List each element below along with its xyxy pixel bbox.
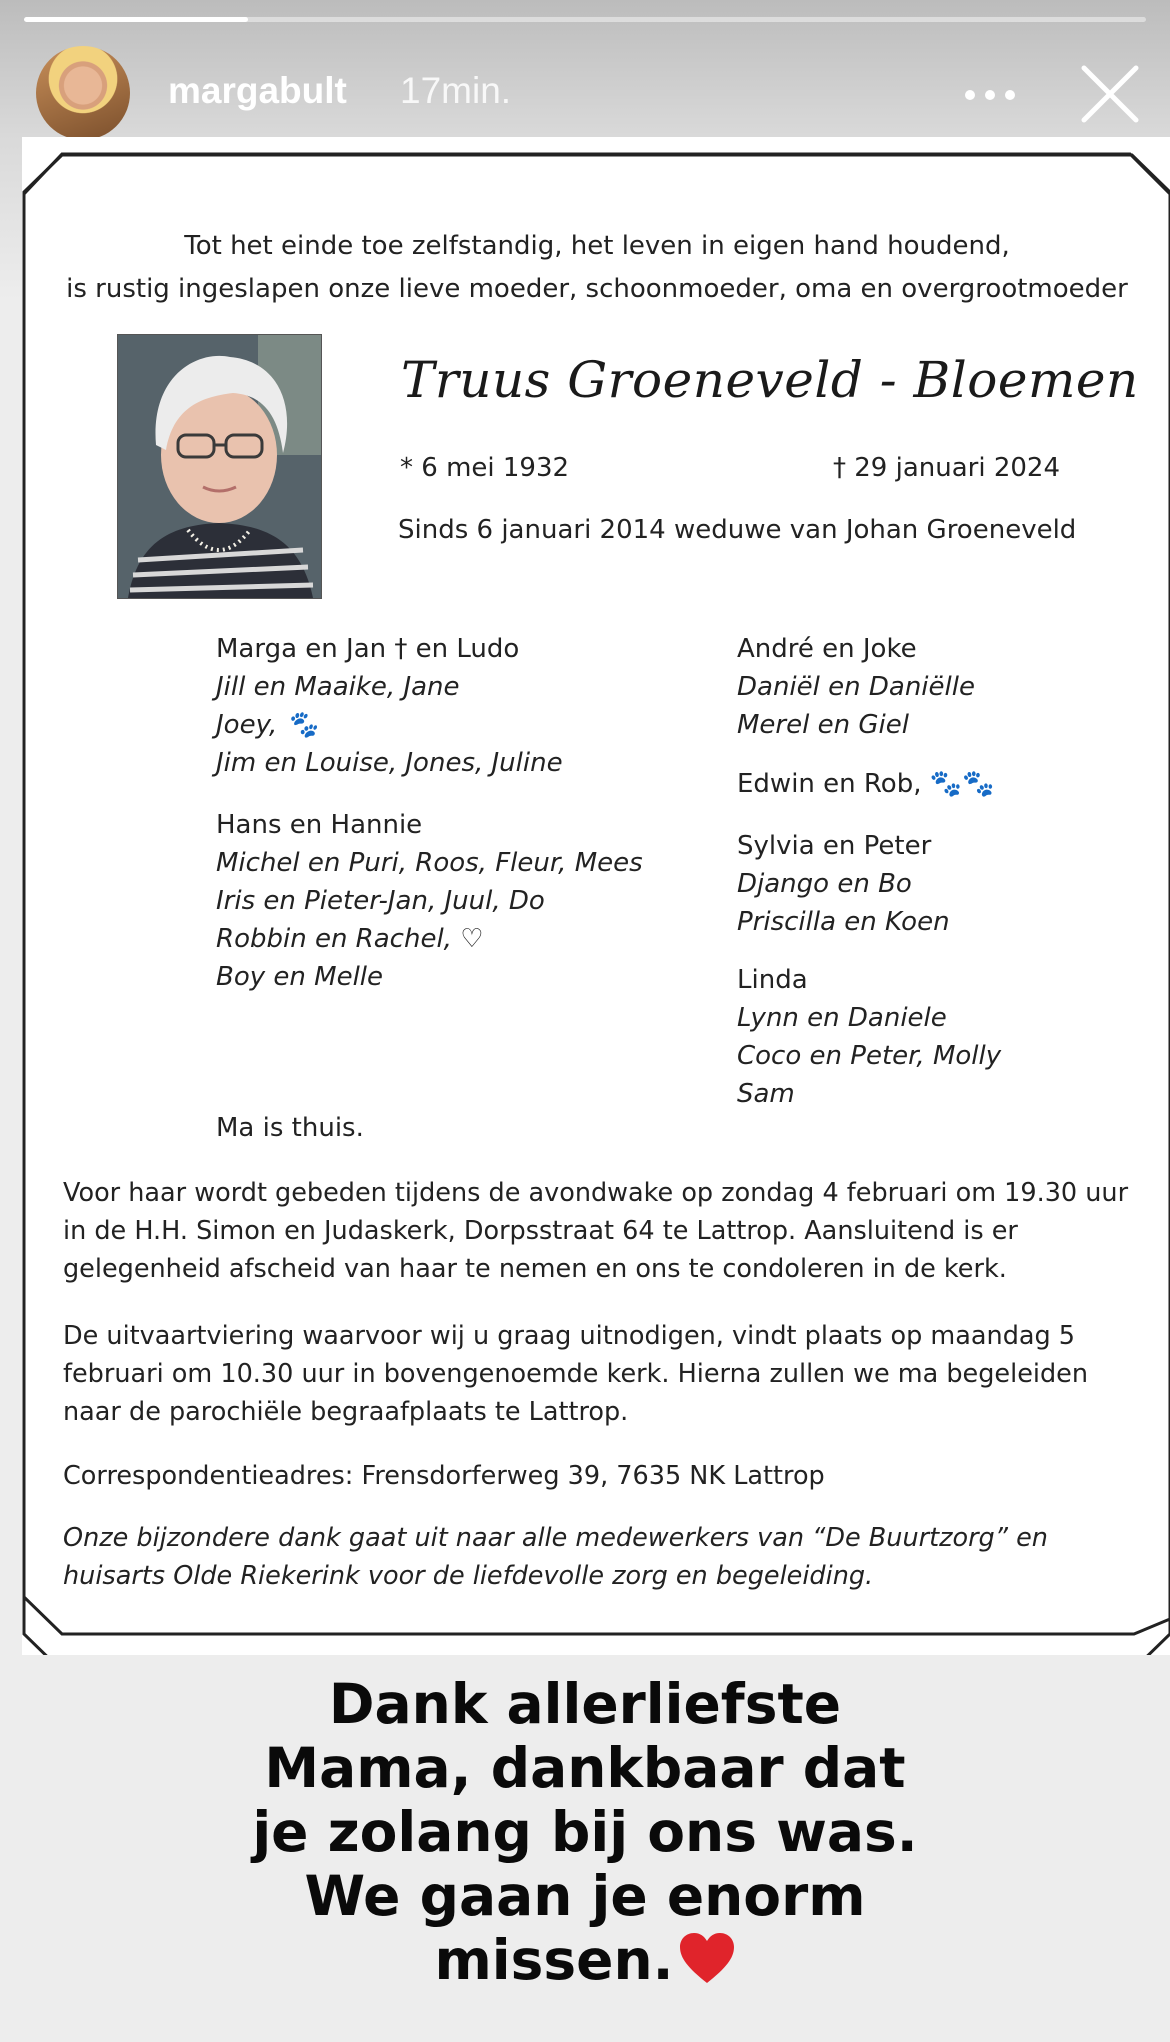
correspondence-address: Correspondentieadres: Frensdorferweg 39, 7635 NK Lattrop [63,1461,825,1491]
caption-line: We gaan je enorm [304,1864,866,1928]
intro-line-2: is rustig ingeslapen onze lieve moeder, schoonmoeder, oma en overgrootmoeder [66,274,1128,304]
story-progress-fill [24,17,248,22]
story-caption [0,1672,1170,1992]
family-group [737,630,975,744]
caption-last-line [0,1928,1170,1992]
family-group [737,765,995,803]
more-button[interactable] [958,76,1022,114]
portrait-photo [117,334,322,599]
caption-line: Dank allerliefste [328,1672,842,1736]
family-group [216,630,563,782]
home-note: Ma is thuis. [216,1113,364,1143]
more-dots-icon [958,76,1022,114]
family-lead: Hans en Hannie [216,810,423,840]
family-line: Jim en Louise, Jones, Juline [216,748,563,778]
family-line: Michel en Puri, Roos, Fleur, Mees [216,848,643,878]
vigil-paragraph: Voor haar wordt gebeden tijdens de avondwake op zondag 4 februari om 19.30 uur in de H.H. Simon en Judaskerk, Dorpsstraat 64 te Lattrop. Aansluitend is er gelegenheid afscheid van haar te nemen en ons te condoleren in de kerk. [63,1178,1129,1284]
family-line: Robbin en Rachel, ♡ [216,924,484,954]
family-lead: André en Joke [737,634,917,664]
deceased-name: Truus Groeneveld - Bloemen [401,351,1139,409]
avatar[interactable] [36,46,130,140]
family-group [216,806,643,996]
family-group [737,827,950,941]
family-line: Sam [737,1079,795,1109]
family-lead: Marga en Jan † en Ludo [216,634,520,664]
caption-line: missen. [434,1928,674,1992]
thanks-note: Onze bijzondere dank gaat uit naar alle medewerkers van “De Buurtzorg” en huisarts Olde Riekerink voor de liefdevolle zorg en begeleiding. [63,1523,1048,1591]
family-line: Jill en Maaike, Jane [216,672,460,702]
death-date: † 29 januari 2024 [833,453,1061,483]
family-line: Boy en Melle [216,962,384,992]
family-lead: Sylvia en Peter [737,831,932,861]
story-time: 17min. [400,70,512,111]
family-line: Daniël en Daniëlle [737,672,975,702]
intro-line-1: Tot het einde toe zelfstandig, het leven in eigen hand houdend, [184,231,1010,261]
family-line: Django en Bo [737,869,912,899]
family-line: Priscilla en Koen [737,907,950,937]
family-group [737,961,1001,1113]
family-line: Joey, 🐾 [216,710,318,740]
heart-icon [678,1931,736,1985]
birth-date: * 6 mei 1932 [400,453,570,483]
close-button[interactable] [1078,62,1142,126]
username[interactable]: margabult [168,70,347,111]
widow-note: Sinds 6 januari 2014 weduwe van Johan Groeneveld [398,515,1077,545]
story-progress-bar [24,17,1146,22]
family-lead: Linda [737,965,808,995]
caption-line: Mama, dankbaar dat [264,1736,906,1800]
funeral-paragraph: De uitvaartviering waarvoor wij u graag uitnodigen, vindt plaats op maandag 5 februari om 10.30 uur in bovengenoemde kerk. Hierna zullen we ma begeleiden naar de parochiële begraafplaats te Lattrop. [63,1321,1089,1427]
family-line: Coco en Peter, Molly [737,1041,1002,1071]
memorial-card [22,137,1170,1655]
caption-line: je zolang bij ons was. [252,1800,918,1864]
close-icon [1078,62,1142,126]
family-lead: Edwin en Rob, 🐾🐾 [737,769,995,799]
family-line: Iris en Pieter-Jan, Juul, Do [216,886,545,916]
family-line: Merel en Giel [737,710,909,740]
family-line: Lynn en Daniele [737,1003,947,1033]
